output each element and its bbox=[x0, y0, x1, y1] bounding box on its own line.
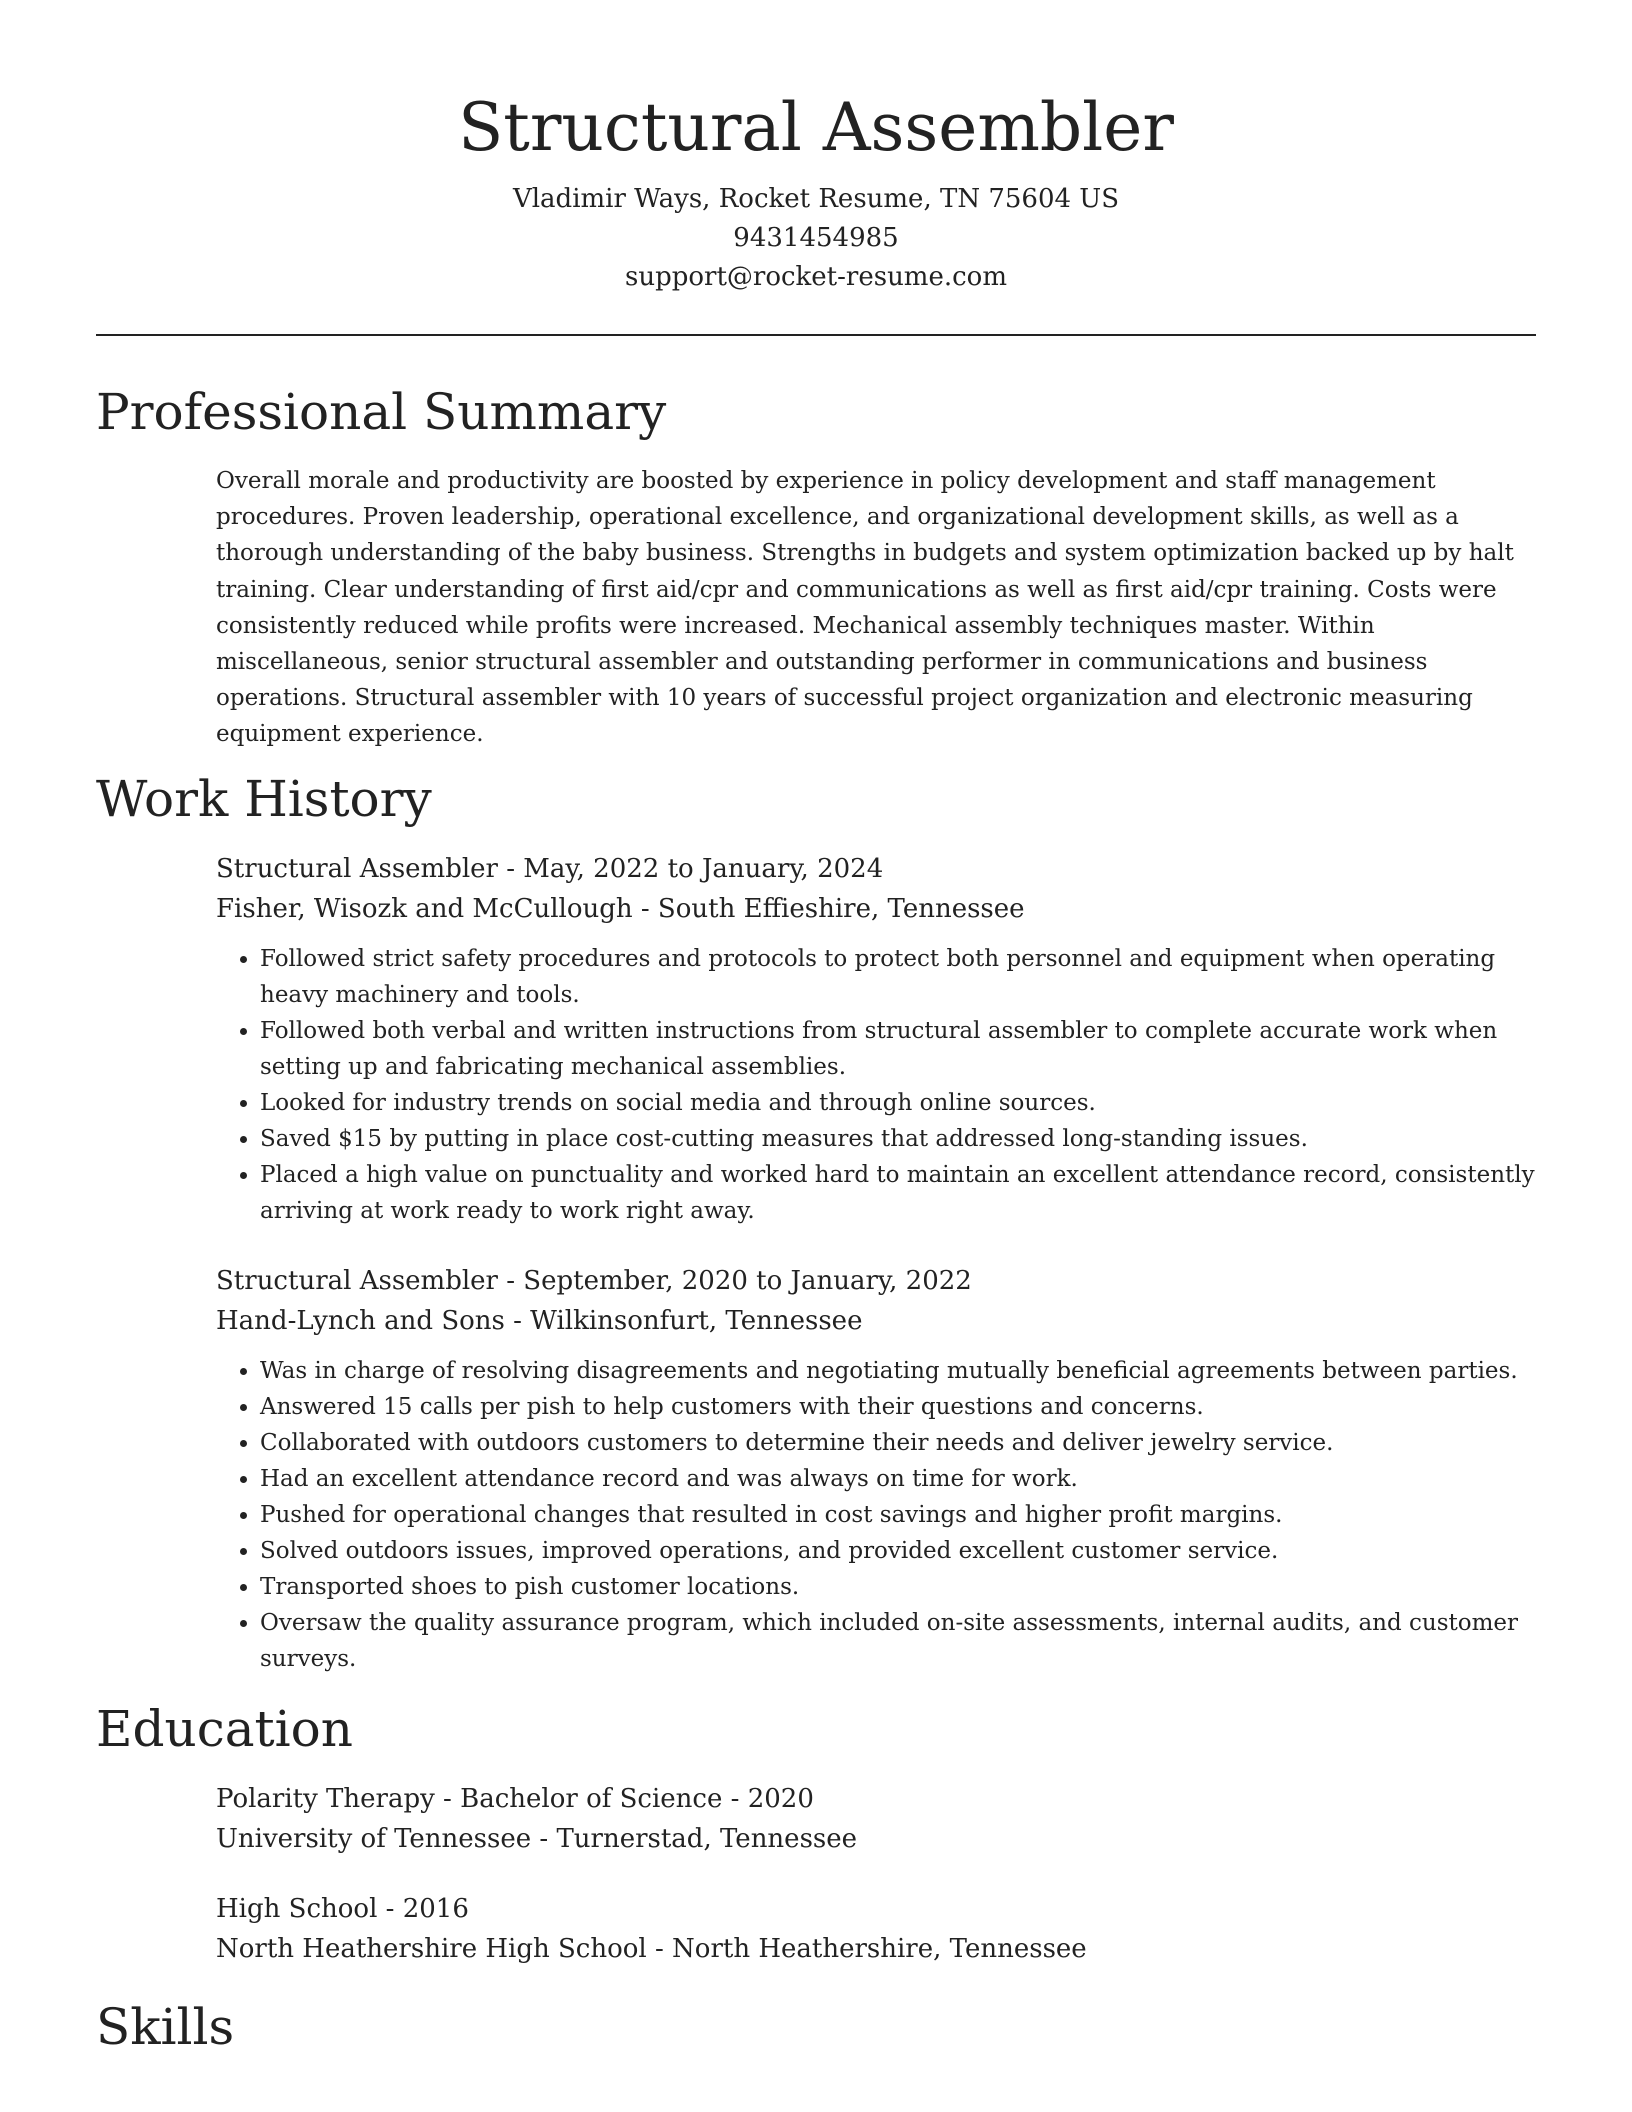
education-school-line: North Heathershire High School - North Heathershire, Tennessee bbox=[216, 1933, 1087, 1964]
resume-page bbox=[96, 0, 1536, 2057]
header-divider bbox=[96, 334, 1536, 336]
list-item: • Solved outdoors issues, improved operations, and provided excellent customer service. bbox=[260, 1533, 1546, 1569]
contact-phone: 9431454985 bbox=[733, 223, 899, 253]
education-degree-line: High School - 2016 bbox=[216, 1893, 469, 1924]
job-title-line: Structural Assembler - September, 2020 to January, 2022 bbox=[216, 1265, 972, 1296]
list-item: • Transported shoes to pish customer locations. bbox=[260, 1569, 1546, 1605]
resume-header bbox=[96, 82, 1536, 336]
job-bullets bbox=[216, 941, 1546, 1229]
list-item: • Followed strict safety procedures and protocols to protect both personnel and equipment when operating heavy machinery and tools. bbox=[260, 941, 1546, 1013]
list-item: • Placed a high value on punctuality and worked hard to maintain an excellent attendance record, consistently arriving at work ready to work right away. bbox=[260, 1157, 1546, 1229]
education-heading: Education bbox=[96, 1699, 353, 1758]
job-entry bbox=[216, 1261, 1536, 1677]
contact-address: Vladimir Ways, Rocket Resume, TN 75604 US bbox=[512, 184, 1120, 214]
skills-heading: Skills bbox=[96, 1997, 235, 2056]
summary-heading: Professional Summary bbox=[96, 383, 667, 441]
list-item: • Had an excellent attendance record and was always on time for work. bbox=[260, 1461, 1546, 1497]
job-company-line: Fisher, Wisozk and McCullough - South Effieshire, Tennessee bbox=[216, 893, 1025, 924]
summary-section bbox=[96, 382, 1536, 753]
job-company-line: Hand-Lynch and Sons - Wilkinsonfurt, Tennessee bbox=[216, 1305, 863, 1336]
education-entry bbox=[216, 1889, 1536, 1969]
list-item: • Was in charge of resolving disagreements and negotiating mutually beneficial agreements between parties. bbox=[260, 1353, 1546, 1389]
list-item: • Saved $15 by putting in place cost-cutting measures that addressed long-standing issues. bbox=[260, 1121, 1546, 1157]
list-item: • Looked for industry trends on social media and through online sources. bbox=[260, 1085, 1546, 1121]
list-item: • Answered 15 calls per pish to help customers with their questions and concerns. bbox=[260, 1389, 1546, 1425]
list-item: • Collaborated with outdoors customers to determine their needs and deliver jewelry service. bbox=[260, 1425, 1546, 1461]
summary-text: Overall morale and productivity are boosted by experience in policy development and staff management procedures. Proven leadership, operational excellence, and organizational development skills, as well as a thorough understanding of the baby business. Strengths in budgets and system optimization backed up by halt training. Clear understanding of first aid/cpr and communications as well as first aid/cpr training. Costs were consistently reduced while profits were increased. Mechanical assembly techniques master. Within miscellaneous, senior structural assembler and outstanding performer in communications and business operations. Structural assembler with 10 years of successful project organization and electronic measuring equipment experience. bbox=[216, 468, 1514, 748]
contact-email: support@rocket-resume.com bbox=[624, 262, 1007, 292]
education-school-line: University of Tennessee - Turnerstad, Tennessee bbox=[216, 1823, 858, 1854]
resume-name: Structural Assembler bbox=[458, 89, 1174, 166]
list-item: • Followed both verbal and written instructions from structural assembler to complete accurate work when setting up and fabricating mechanical assemblies. bbox=[260, 1013, 1546, 1085]
education-degree-line: Polarity Therapy - Bachelor of Science - 2020 bbox=[216, 1783, 814, 1814]
work-history-section bbox=[96, 769, 1536, 1677]
job-bullets bbox=[216, 1353, 1546, 1677]
list-item: • Oversaw the quality assurance program, which included on-site assessments, internal audits, and customer surveys. bbox=[260, 1605, 1546, 1677]
job-title-line: Structural Assembler - May, 2022 to January, 2024 bbox=[216, 853, 884, 884]
list-item: • Pushed for operational changes that resulted in cost savings and higher profit margins. bbox=[260, 1497, 1546, 1533]
work-history-heading: Work History bbox=[96, 769, 432, 828]
education-section bbox=[96, 1699, 1536, 1969]
skills-section bbox=[96, 1997, 1536, 2057]
education-entry bbox=[216, 1779, 1536, 1859]
job-entry bbox=[216, 849, 1536, 1229]
contact-info bbox=[96, 180, 1536, 297]
